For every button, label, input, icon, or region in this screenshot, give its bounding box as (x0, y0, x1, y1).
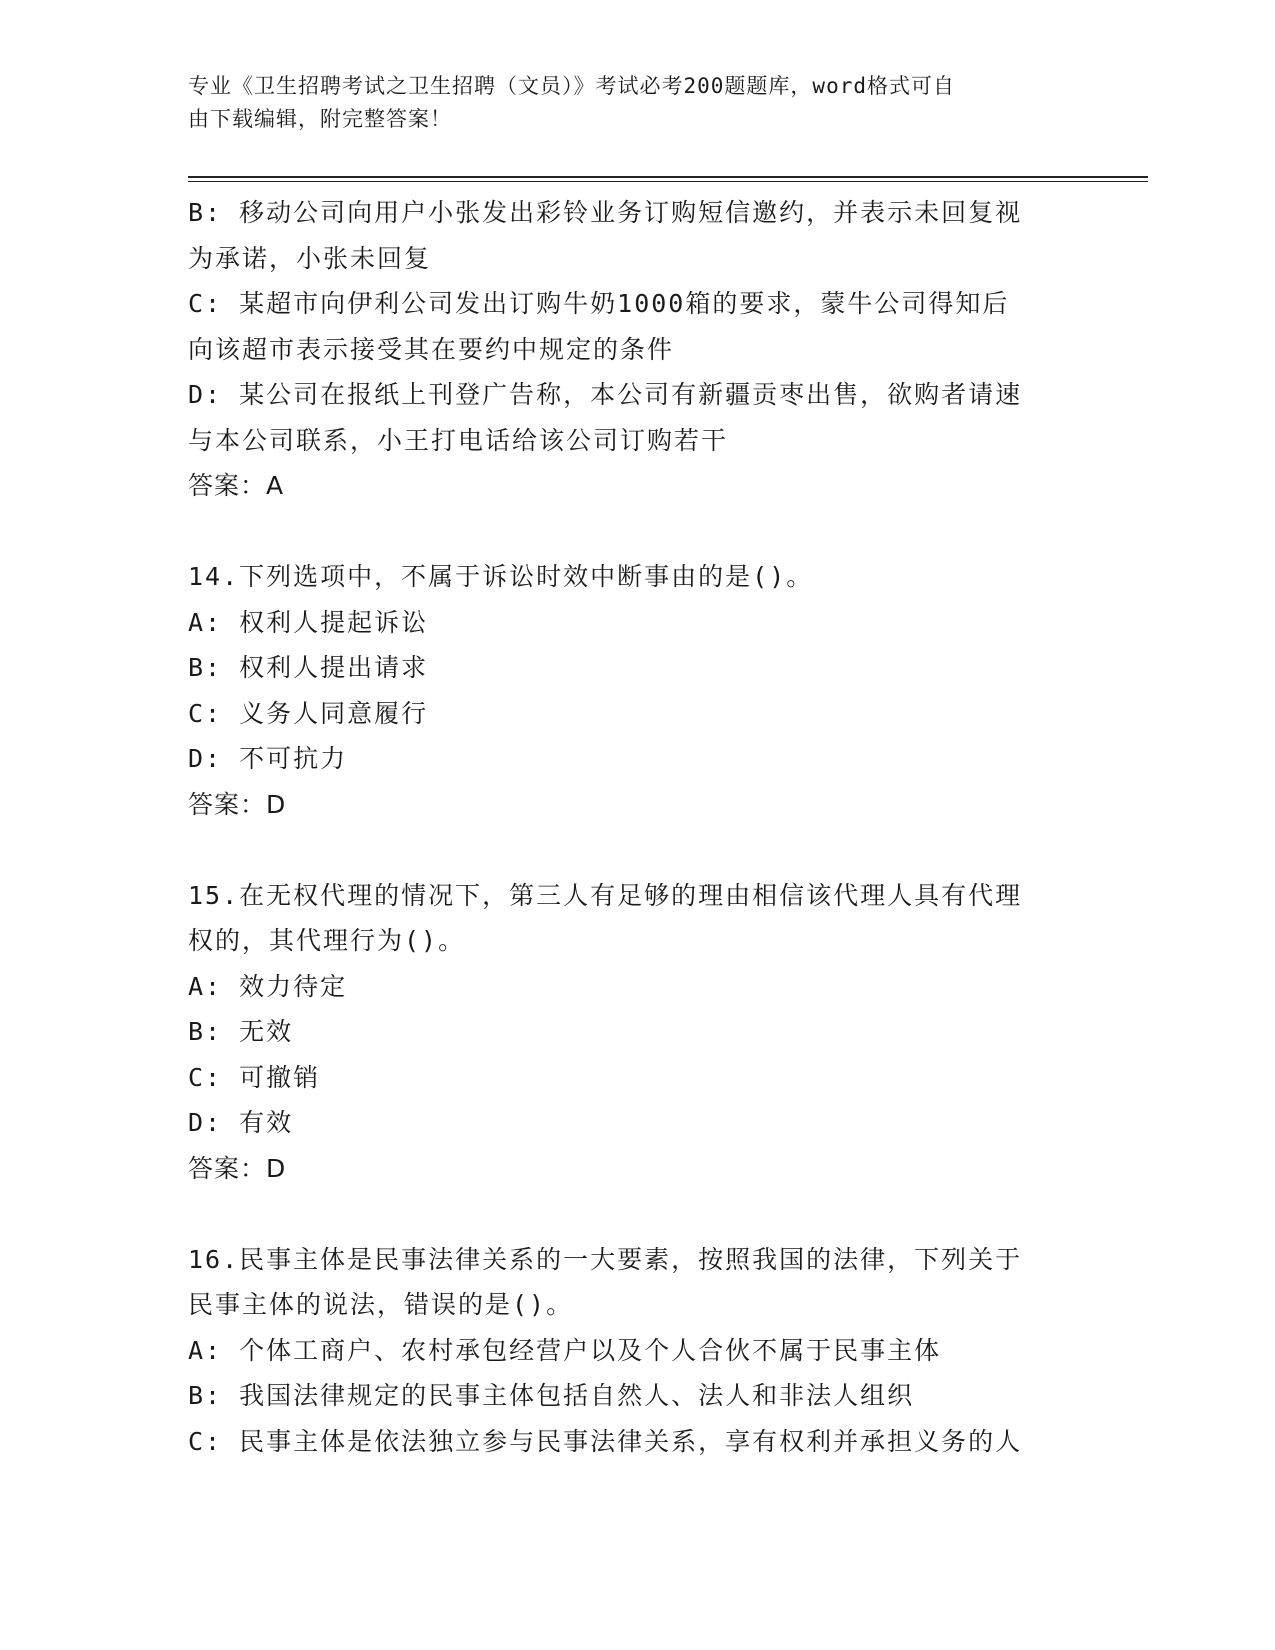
question-content (188, 190, 1088, 1464)
q13-option-d-line-2: 与本公司联系，小王打电话给该公司订购若干 (188, 425, 729, 455)
q14-option-b: B: 权利人提出请求 (188, 653, 429, 682)
header-line-1: 专业《卫生招聘考试之卫生招聘（文员）》考试必考200题题库，word格式可自 (188, 74, 955, 98)
q13-option-b-line-2: 为承诺，小张未回复 (188, 243, 432, 273)
q15-option-d: D: 有效 (188, 1108, 294, 1137)
question-14 (188, 554, 1088, 827)
q14-option-c: C: 义务人同意履行 (188, 698, 429, 728)
q15-option-b: B: 无效 (188, 1017, 294, 1046)
spacer (188, 1191, 1088, 1237)
question-15 (188, 873, 1088, 1192)
q14-option-d: D: 不可抗力 (188, 744, 348, 773)
header-rule-thin (188, 181, 1148, 182)
q15-option-c: C: 可撤销 (188, 1062, 321, 1092)
header-line-2: 由下载编辑，附完整答案！ (188, 107, 452, 131)
q15-question-line-1: 15.在无权代理的情况下，第三人有足够的理由相信该代理人具有代理 (188, 880, 1023, 910)
question-16 (188, 1237, 1088, 1465)
spacer (188, 827, 1088, 873)
spacer (188, 509, 1088, 555)
q13-option-d-line-1: D: 某公司在报纸上刊登广告称，本公司有新疆贡枣出售，欲购者请速 (188, 380, 1023, 409)
q15-option-a: A: 效力待定 (188, 971, 348, 1001)
q13-answer: 答案：A (188, 471, 285, 500)
q14-option-a: A: 权利人提起诉讼 (188, 607, 429, 637)
q15-question-line-2: 权的，其代理行为()。 (188, 926, 466, 955)
q16-option-c: C: 民事主体是依法独立参与民事法律关系，享有权利并承担义务的人 (188, 1426, 1023, 1456)
q16-option-b: B: 我国法律规定的民事主体包括自然人、法人和非法人组织 (188, 1381, 915, 1410)
header-rule-thick (188, 176, 1148, 178)
q16-question-line-1: 16.民事主体是民事法律关系的一大要素，按照我国的法律，下列关于 (188, 1244, 1023, 1274)
q13-option-c-line-1: C: 某超市向伊利公司发出订购牛奶1000箱的要求，蒙牛公司得知后 (188, 289, 1010, 318)
q14-question: 14.下列选项中，不属于诉讼时效中断事由的是()。 (188, 562, 814, 591)
q15-answer: 答案：D (188, 1153, 287, 1183)
question-13 (188, 190, 1088, 509)
q13-option-c-line-2: 向该超市表示接受其在要约中规定的条件 (188, 334, 675, 364)
q14-answer: 答案：D (188, 789, 287, 819)
q16-option-a: A: 个体工商户、农村承包经营户以及个人合伙不属于民事主体 (188, 1335, 942, 1365)
q16-question-line-2: 民事主体的说法，错误的是()。 (188, 1290, 574, 1319)
page-header (188, 70, 1068, 136)
q13-option-b-line-1: B: 移动公司向用户小张发出彩铃业务订购短信邀约，并表示未回复视 (188, 198, 1023, 227)
